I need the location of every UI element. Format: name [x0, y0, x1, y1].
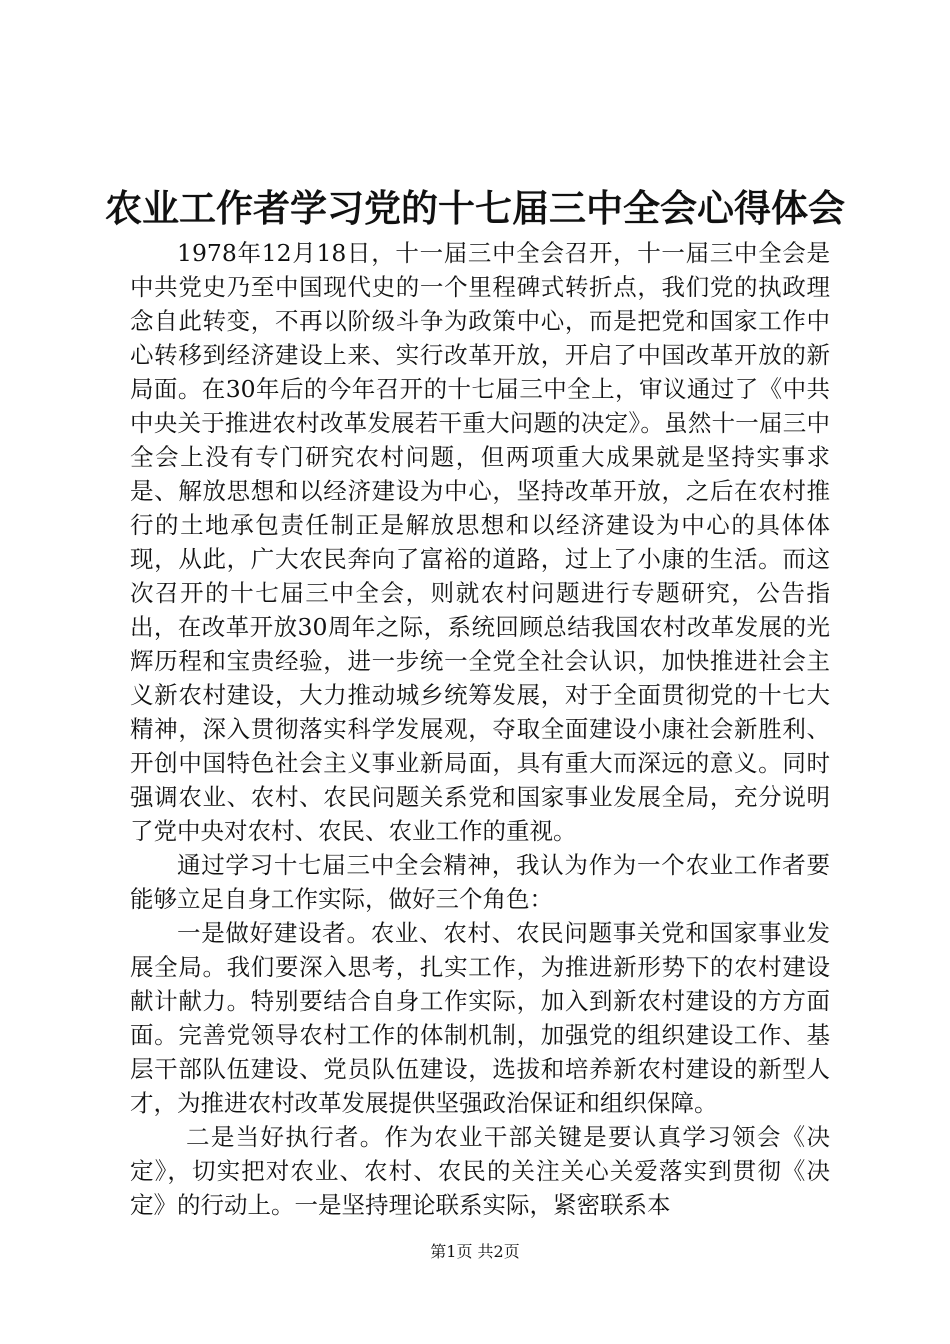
- page-footer: 第1页 共2页: [430, 1242, 520, 1261]
- paragraph-2: 通过学习十七届三中全会精神，我认为作为一个农业工作者要能够立足自身工作实际，做好三个角色：: [130, 851, 830, 913]
- document-body: [130, 236, 830, 1222]
- document-title: 农业工作者学习党的十七届三中全会心得体会: [105, 186, 845, 230]
- paragraph-3: 一是做好建设者。农业、农村、农民问题事关党和国家事业发展全局。我们要深入思考，扎实工作，为推进新形势下的农村建设献计献力。特别要结合自身工作实际，加入到新农村建设的方方面面。完善党领导农村工作的体制机制，加强党的组织建设工作、基层干部队伍建设、党员队伍建设，选拔和培养新农村建设的新型人才，为推进农村改革发展提供坚强政治保证和组织保障。: [130, 919, 830, 1117]
- paragraph-4: 二是当好执行者。作为农业干部关键是要认真学习领会《决定》，切实把对农业、农村、农民的关注关心关爱落实到贯彻《决定》的行动上。一是坚持理论联系实际，紧密联系本: [130, 1123, 830, 1219]
- paragraph-1: 1978年12月18日，十一届三中全会召开，十一届三中全会是中共党史乃至中国现代史的一个里程碑式转折点，我们党的执政理念自此转变，不再以阶级斗争为政策中心，而是把党和国家工作中心转移到经济建设上来、实行改革开放，开启了中国改革开放的新局面。在30年后的今年召开的十七届三中全上，审议通过了《中共中央关于推进农村改革发展若干重大问题的决定》。虽然十一届三中全会上没有专门研究农村问题，但两项重大成果就是坚持实事求是、解放思想和以经济建设为中心，坚持改革开放，之后在农村推行的土地承包责任制正是解放思想和以经济建设为中心的具体体现，从此，广大农民奔向了富裕的道路，过上了小康的生活。而这次召开的十七届三中全会，则就农村问题进行专题研究，公告指出，在改革开放30周年之际，系统回顾总结我国农村改革发展的光辉历程和宝贵经验，进一步统一全党全社会认识，加快推进社会主义新农村建设，大力推动城乡统筹发展，对于全面贯彻党的十七大精神，深入贯彻落实科学发展观，夺取全面建设小康社会新胜利、开创中国特色社会主义事业新局面，具有重大而深远的意义。同时强调农业、农村、农民问题关系党和国家事业发展全局，充分说明了党中央对农村、农民、农业工作的重视。: [130, 239, 830, 845]
